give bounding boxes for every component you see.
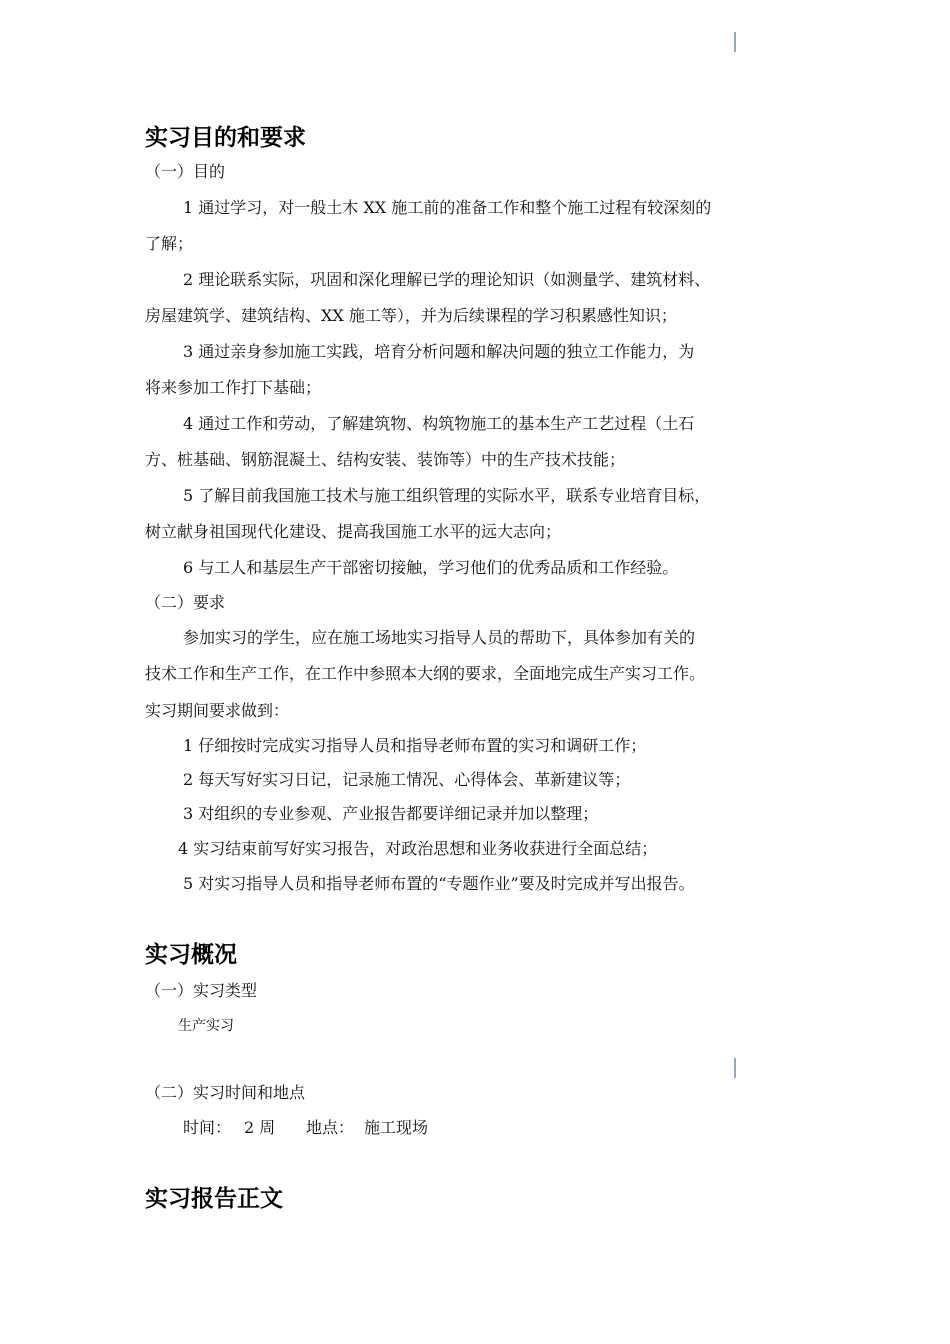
- require-para-line-3: 实习期间要求做到：: [145, 701, 290, 720]
- section-title-overview: 实习概况: [145, 942, 237, 968]
- purpose-item-3-line-2: 将来参加工作打下基础；: [145, 378, 322, 397]
- require-para-line-2: 技术工作和生产工作，在工作中参照本大纲的要求，全面地完成生产实习工作。: [145, 664, 706, 683]
- purpose-item-1-line-1: 1 通过学习，对一般土木 XX 施工前的准备工作和整个施工过程有较深刻的: [183, 198, 712, 217]
- place-value: 施工现场: [364, 1118, 429, 1137]
- time-value: 2 周: [244, 1118, 276, 1137]
- purpose-item-1-line-2: 了解；: [145, 234, 194, 253]
- require-item-5: 5 对实习指导人员和指导老师布置的“专题作业”要及时完成并写出报告。: [183, 874, 695, 893]
- require-item-2: 2 每天写好实习日记，记录施工情况、心得体会、革新建议等；: [183, 770, 631, 789]
- purpose-heading: （一）目的: [145, 162, 226, 181]
- purpose-item-6: 6 与工人和基层生产干部密切接触，学习他们的优秀品质和工作经验。: [183, 558, 679, 577]
- require-para-line-1: 参加实习的学生，应在施工场地实习指导人员的帮助下，具体参加有关的: [183, 628, 696, 647]
- text-cursor-mark-2: [734, 1058, 736, 1078]
- require-item-3: 3 对组织的专业参观、产业报告都要详细记录并加以整理；: [183, 804, 599, 823]
- purpose-item-3-line-1: 3 通过亲身参加施工实践，培育分析问题和解决问题的独立工作能力，为: [183, 342, 695, 361]
- purpose-item-4-line-1: 4 通过工作和劳动，了解建筑物、构筑物施工的基本生产工艺过程（土石: [183, 414, 695, 433]
- place-label: 地点：: [306, 1118, 355, 1137]
- type-heading: （一）实习类型: [145, 981, 258, 1000]
- section-title-report: 实习报告正文: [145, 1186, 283, 1212]
- section-title-goals: 实习目的和要求: [145, 125, 306, 151]
- purpose-item-5-line-1: 5 了解目前我国施工技术与施工组织管理的实际水平，联系专业培育目标，: [183, 486, 711, 505]
- purpose-item-4-line-2: 方、桩基础、钢筋混凝土、结构安装、装饰等）中的生产技术技能；: [145, 450, 626, 469]
- purpose-item-2-line-2: 房屋建筑学、建筑结构、XX 施工等），并为后续课程的学习积累感性知识；: [145, 306, 677, 325]
- require-item-4: 4 实习结束前写好实习报告，对政治思想和业务收获进行全面总结；: [178, 839, 658, 858]
- time-label: 时间：: [183, 1118, 232, 1137]
- require-item-1: 1 仔细按时完成实习指导人员和指导老师布置的实习和调研工作；: [183, 736, 647, 755]
- type-value: 生产实习: [178, 1018, 234, 1034]
- purpose-item-5-line-2: 树立献身祖国现代化建设、提高我国施工水平的远大志向；: [145, 522, 562, 541]
- purpose-item-2-line-1: 2 理论联系实际，巩固和深化理解已学的理论知识（如测量学、建筑材料、: [183, 270, 711, 289]
- text-cursor-mark: [734, 32, 736, 52]
- time-heading: （二）实习时间和地点: [145, 1083, 306, 1102]
- require-heading: （二）要求: [145, 593, 226, 612]
